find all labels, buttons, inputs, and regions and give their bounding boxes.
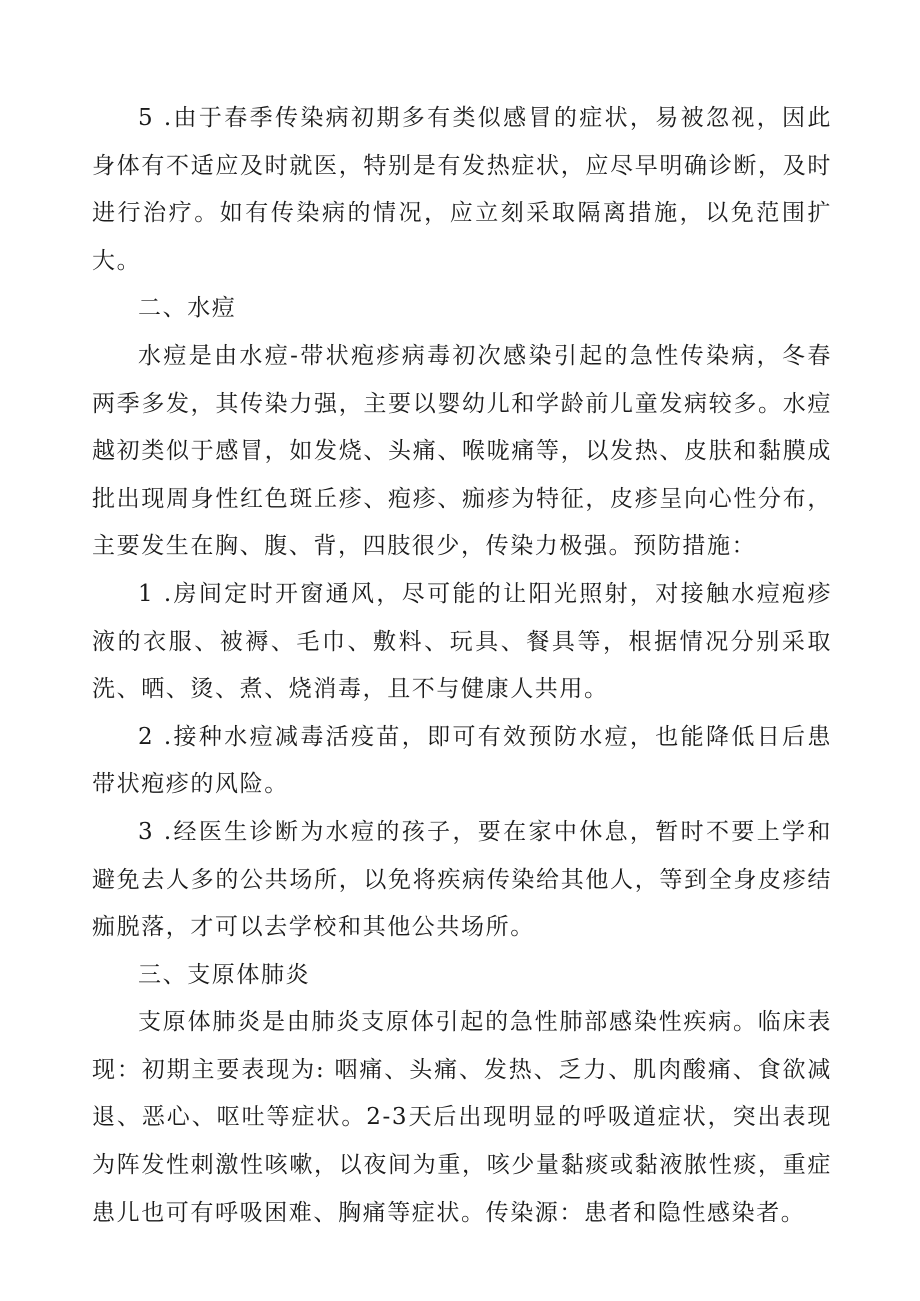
- paragraph-spring-advice: 5 .由于春季传染病初期多有类似感冒的症状，易被忽视，因此身体有不适应及时就医，特别是有发热症状，应尽早明确诊断，及时进行治疗。如有传染病的情况，应立刻采取隔离措施，以免范围扩大。: [92, 105, 832, 274]
- section-heading-mycoplasma: 三、支原体肺炎: [138, 961, 311, 988]
- paragraph-mycoplasma-intro: 支原体肺炎是由肺炎支原体引起的急性肺部感染性疾病。临床表现：初期主要表现为: 咽痛、头痛、发热、乏力、肌肉酸痛、食欲减退、恶心、呕吐等症状。2-3天后出现明显的呼吸道症状，突出表现为阵发性刺激性咳嗽，以夜间为重，咳少量黏痰或黏液脓性痰，重症患儿也可有呼吸困难、胸痛等症状。传染源：患者和隐性感染者。: [92, 1009, 832, 1226]
- paragraph-measure-1: 1 .房间定时开窗通风，尽可能的让阳光照射，对接触水痘疱疹液的衣服、被褥、毛巾、敷料、玩具、餐具等，根据情况分别采取洗、晒、烫、煮、烧消毒，且不与健康人共用。: [92, 580, 832, 703]
- section-heading-chickenpox: 二、水痘: [138, 295, 237, 322]
- document-body: [92, 95, 832, 1237]
- paragraph-measure-2: 2 .接种水痘减毒活疫苗，即可有效预防水痘，也能降低日后患带状疱疹的风险。: [92, 723, 832, 798]
- paragraph-chickenpox-intro: 水痘是由水痘-带状疱疹病毒初次感染引起的急性传染病，冬春两季多发，其传染力强，主要以婴幼儿和学龄前儿童发病较多。水痘越初类似于感冒，如发烧、头痛、喉咙痛等，以发热、皮肤和黏膜成批出现周身性红色斑丘疹、疱疹、痂疹为特征，皮疹呈向心性分布，主要发生在胸、腹、背，四肢很少，传染力极强。预防措施：: [92, 342, 832, 560]
- paragraph-measure-3: 3 .经医生诊断为水痘的孩子，要在家中休息，暂时不要上学和避免去人多的公共场所，以免将疾病传染给其他人，等到全身皮疹结痂脱落，才可以去学校和其他公共场所。: [92, 818, 832, 941]
